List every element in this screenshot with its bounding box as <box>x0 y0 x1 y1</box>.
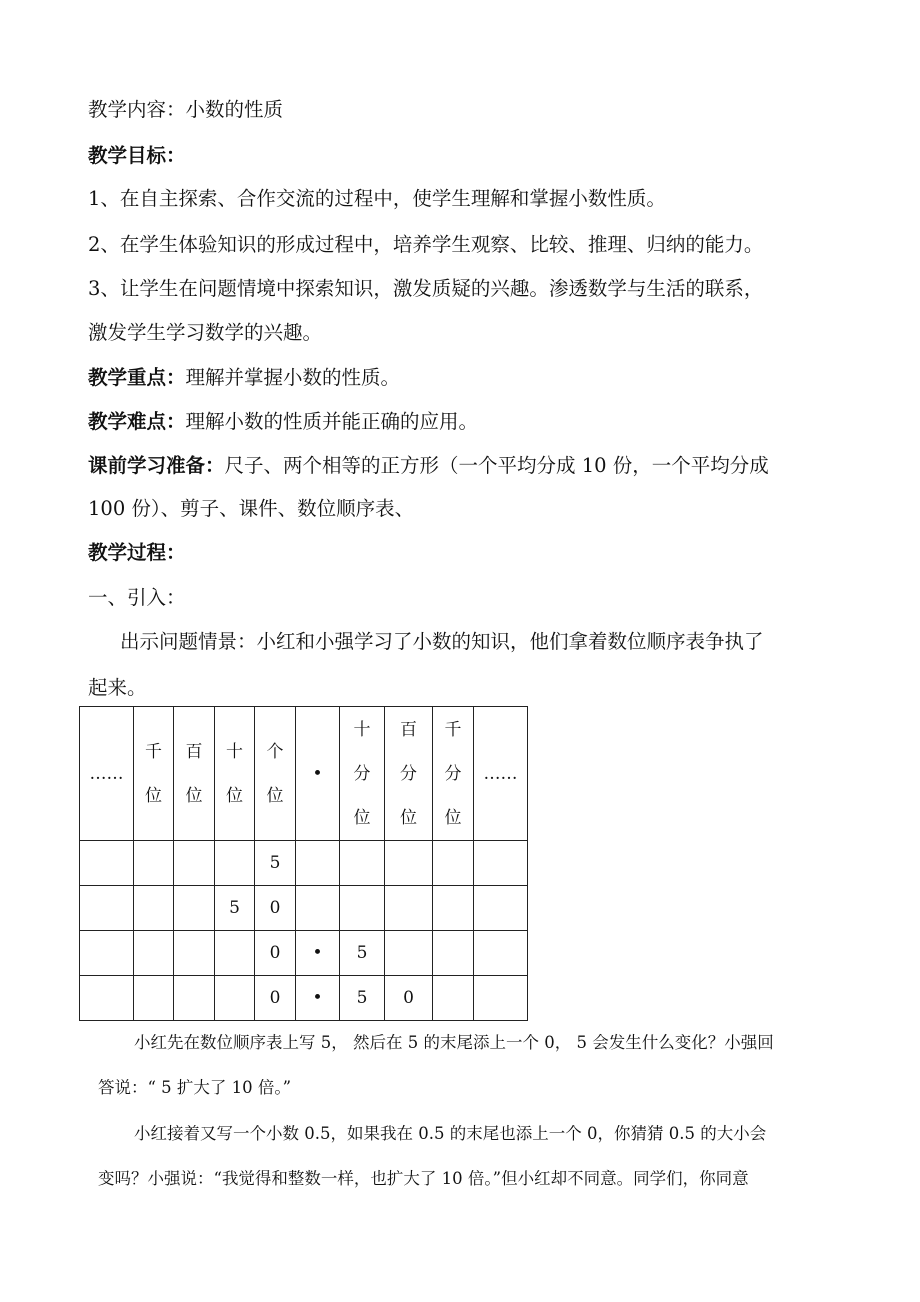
table-cell: 0 <box>385 976 433 1021</box>
paragraph-2-line-2: 变吗？小强说：“我觉得和整数一样，也扩大了 10 倍。”但小红却不同意。同学们，你同意 <box>98 1169 749 1188</box>
table-cell: 0 <box>255 931 296 976</box>
header-thousands: 千 位 <box>134 707 174 841</box>
key-point-text: 理解并掌握小数的性质。 <box>185 366 401 389</box>
table-cell: 0 <box>255 976 296 1021</box>
header-ellipsis-left: …… <box>80 707 134 841</box>
table-cell: 0 <box>255 886 296 931</box>
table-cell <box>80 976 134 1021</box>
paragraph-2-line-1: 小红接着又写一个小数 0.5，如果我在 0.5 的末尾也添上一个 0，你猜猜 0.5 的大小会 <box>134 1124 767 1143</box>
table-cell <box>80 886 134 931</box>
table-cell <box>174 976 215 1021</box>
table-cell <box>340 841 385 886</box>
table-row <box>80 976 528 1021</box>
key-point-label: 教学重点： <box>88 366 186 389</box>
table-cell <box>296 841 340 886</box>
table-cell <box>134 841 174 886</box>
table-cell: 5 <box>215 886 255 931</box>
goal-3-line-1: 3、让学生在问题情境中探索知识，激发质疑的兴趣。渗透数学与生活的联系， <box>88 277 764 300</box>
section-1-heading: 一、引入： <box>88 586 186 609</box>
header-ones: 个 位 <box>255 707 296 841</box>
header-decimal-point: • <box>296 707 340 841</box>
table-cell: 5 <box>340 976 385 1021</box>
table-cell <box>215 931 255 976</box>
goal-3-line-2: 激发学生学习数学的兴趣。 <box>88 321 323 344</box>
process-heading: 教学过程： <box>88 541 186 564</box>
intro-line-1: 出示问题情景：小红和小强学习了小数的知识，他们拿着数位顺序表争执了 <box>120 630 764 653</box>
difficulty-text: 理解小数的性质并能正确的应用。 <box>185 410 479 433</box>
table-cell <box>474 931 528 976</box>
table-cell <box>134 976 174 1021</box>
table-row <box>80 931 528 976</box>
header-hundredths: 百 分 位 <box>385 707 433 841</box>
table-cell <box>385 931 433 976</box>
header-thousandths: 千 分 位 <box>433 707 474 841</box>
table-cell <box>134 931 174 976</box>
table-cell <box>80 841 134 886</box>
table-cell <box>80 931 134 976</box>
table-cell <box>296 886 340 931</box>
table-cell <box>433 976 474 1021</box>
table-cell: 5 <box>255 841 296 886</box>
preparation-text-1: 尺子、两个相等的正方形（一个平均分成 10 份，一个平均分成 <box>224 454 769 477</box>
table-cell <box>433 931 474 976</box>
table-cell <box>385 841 433 886</box>
goals-heading: 教学目标： <box>88 144 186 167</box>
table-cell <box>340 886 385 931</box>
table-cell: 5 <box>340 931 385 976</box>
difficulty-label: 教学难点： <box>88 410 186 433</box>
table-cell <box>174 841 215 886</box>
table-cell <box>474 841 528 886</box>
paragraph-1-line-1: 小红先在数位顺序表上写 5， 然后在 5 的末尾添上一个 0， 5 会发生什么变化？小强回 <box>134 1033 774 1052</box>
table-cell <box>215 976 255 1021</box>
table-cell <box>134 886 174 931</box>
goal-2: 2、在学生体验知识的形成过程中，培养学生观察、比较、推理、归纳的能力。 <box>88 233 764 256</box>
table-cell <box>174 931 215 976</box>
table-cell <box>433 886 474 931</box>
table-cell <box>385 886 433 931</box>
table-cell: • <box>296 976 340 1021</box>
table-header-row <box>80 707 528 841</box>
table-cell <box>474 886 528 931</box>
table-cell <box>174 886 215 931</box>
header-tens: 十 位 <box>215 707 255 841</box>
header-ellipsis-right: …… <box>474 707 528 841</box>
key-point-line <box>88 366 400 390</box>
header-tenths: 十 分 位 <box>340 707 385 841</box>
preparation-line <box>88 454 769 478</box>
preparation-text-2: 100 份）、剪子、课件、数位顺序表、 <box>88 497 415 520</box>
place-value-table <box>79 706 528 1021</box>
paragraph-1-line-2: 答说：“ 5 扩大了 10 倍。” <box>98 1078 292 1097</box>
intro-line-2: 起来。 <box>88 676 147 699</box>
table-cell: • <box>296 931 340 976</box>
table-cell <box>474 976 528 1021</box>
table-cell <box>215 841 255 886</box>
table-cell <box>433 841 474 886</box>
header-hundreds: 百 位 <box>174 707 215 841</box>
table-row <box>80 886 528 931</box>
goal-1: 1、在自主探索、合作交流的过程中，使学生理解和掌握小数性质。 <box>88 187 666 210</box>
preparation-label: 课前学习准备： <box>88 454 225 477</box>
teaching-content-line: 教学内容：小数的性质 <box>88 98 284 121</box>
table-row <box>80 841 528 886</box>
difficulty-line <box>88 410 478 434</box>
